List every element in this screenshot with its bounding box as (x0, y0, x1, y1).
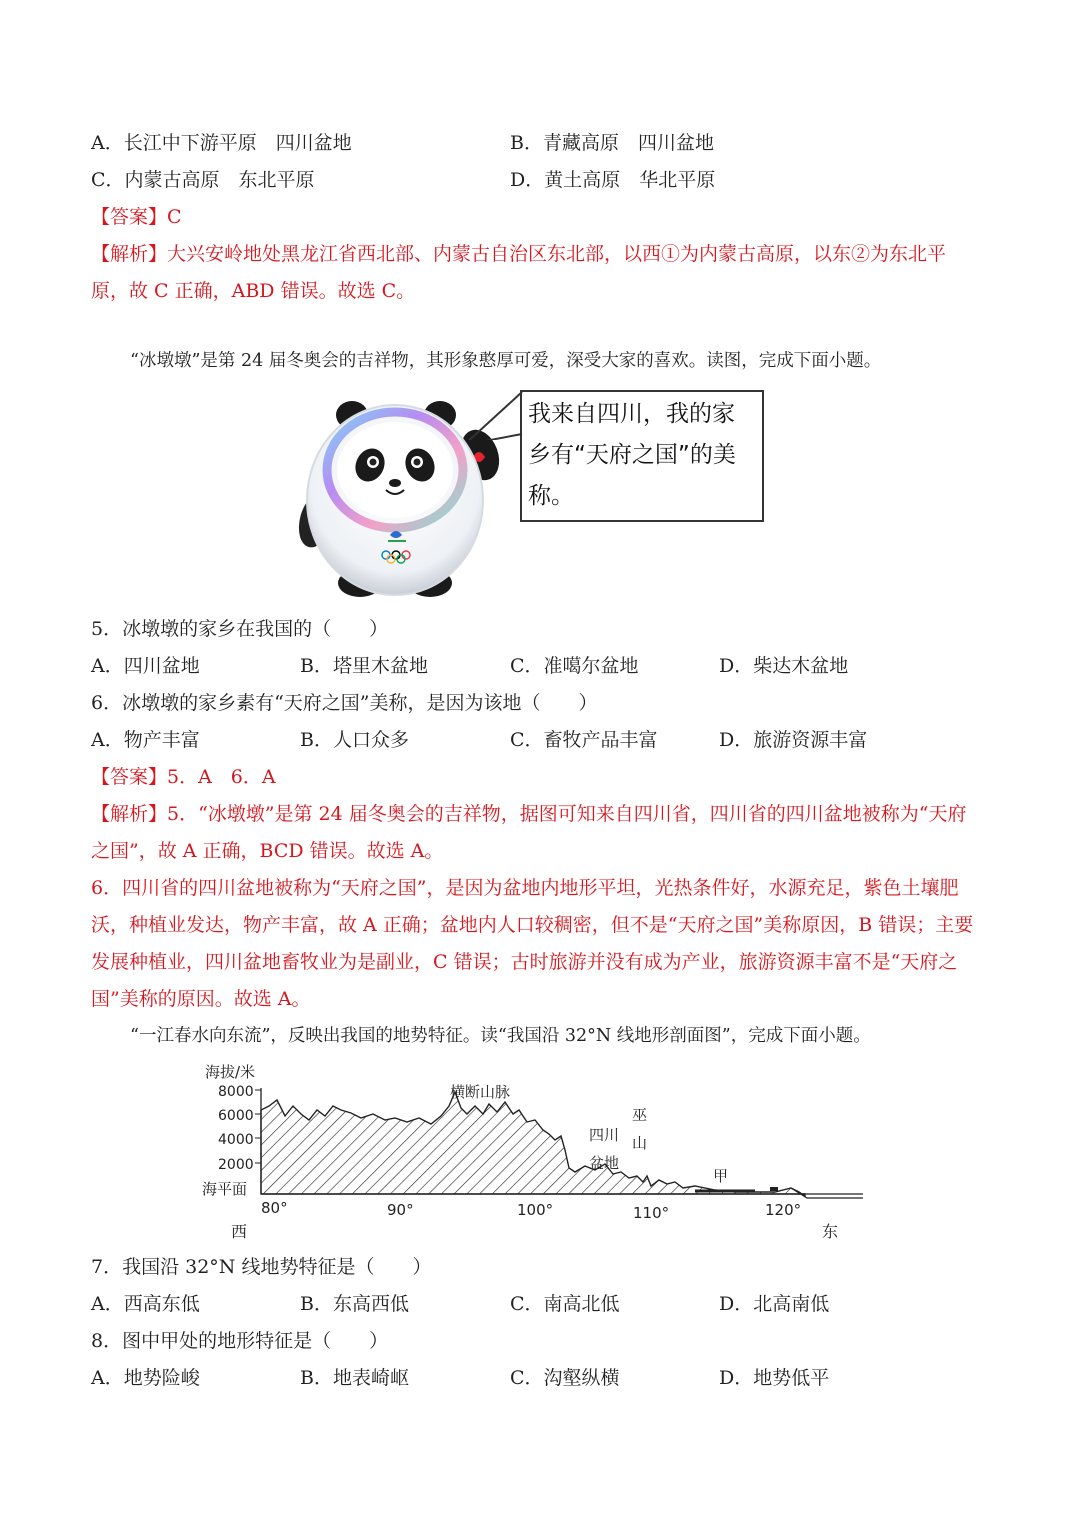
x-tick-100: 100° (517, 1201, 554, 1219)
label-wushan-line1: 巫 (632, 1106, 648, 1124)
q5-option-d: D．柴达木盆地 (719, 655, 849, 677)
q7-option-b: B．东高西低 (300, 1293, 409, 1315)
q8-stem: 8．图中甲处的地形特征是（ ） (91, 1330, 389, 1352)
label-west: 西 (231, 1222, 248, 1241)
q56-answer: 【答案】5．A 6．A (91, 766, 276, 788)
label-sichuan-basin-line1: 四川 (589, 1126, 620, 1144)
q8-option-a: A．地势险峻 (91, 1367, 200, 1389)
q5-option-b: B．塔里木盆地 (300, 655, 428, 677)
q4-answer: 【答案】C (91, 206, 182, 228)
q6-stem: 6．冰墩墩的家乡素有“天府之国”美称，是因为该地（ ） (91, 692, 598, 714)
q6-option-b: B．人口众多 (300, 729, 409, 751)
q4-option-d: D．黄土高原 华北平原 (510, 169, 716, 191)
y-tick-8000: 8000 (218, 1084, 254, 1100)
q7-option-d: D．北高南低 (719, 1293, 830, 1315)
q4-option-a: A．长江中下游平原 四川盆地 (91, 132, 352, 154)
q5-stem: 5．冰墩墩的家乡在我国的（ ） (91, 618, 389, 640)
q7-option-c: C．南高北低 (510, 1293, 620, 1315)
q7-stem: 7．我国沿 32°N 线地势特征是（ ） (91, 1256, 432, 1278)
q6-option-c: C．畜牧产品丰富 (510, 729, 658, 751)
terrain-profile-chart (195, 1058, 870, 1243)
q4-analysis: 【解析】大兴安岭地处黑龙江省西北部、内蒙古自治区东北部，以西①为内蒙古高原，以东②为东北平原，故 C 正确，ABD 错误。故选 C。 (91, 243, 947, 302)
y-tick-2000: 2000 (218, 1157, 254, 1173)
label-jia: 甲 (713, 1167, 729, 1185)
q5-option-a: A．四川盆地 (91, 655, 200, 677)
y-tick-6000: 6000 (218, 1108, 254, 1124)
label-wushan-line2: 山 (632, 1134, 648, 1152)
q5-analysis: 【解析】5．“冰墩墩”是第 24 届冬奥会的吉祥物，据图可知来自四川省，四川省的四川盆地被称为“天府之国”，故 A 正确，BCD 错误。故选 A。 (91, 803, 967, 862)
label-east: 东 (822, 1222, 839, 1241)
q8-option-c: C．沟壑纵横 (510, 1367, 620, 1389)
q6-option-a: A．物产丰富 (91, 729, 200, 751)
q6-analysis: 6．四川省的四川盆地被称为“天府之国”，是因为盆地内地形平坦，光热条件好，水源充足，紫色土壤肥沃，种植业发达，物产丰富，故 A 正确；盆地内人口较稠密，但不是“天府之国”美称原因，B 错误；主要发展种植业，四川盆地畜牧业为是副业，C 错误；古时旅游并没有成为产业，旅游资源丰富不是“天府之国”美称的原因。故选 A。 (91, 877, 974, 1010)
q7-option-a: A．西高东低 (91, 1293, 200, 1315)
y-tick-4000: 4000 (218, 1132, 254, 1148)
x-tick-80: 80° (261, 1199, 288, 1217)
intro-bing-dwen-dwen: “冰墩墩”是第 24 届冬奥会的吉祥物，其形象憨厚可爱，深受大家的喜欢。读图，完成下面小题。 (130, 351, 882, 371)
x-tick-90: 90° (387, 1201, 414, 1219)
q5-option-c: C．准噶尔盆地 (510, 655, 639, 677)
label-hengduan-mountains: 横断山脉 (450, 1083, 511, 1101)
q4-option-b: B．青藏高原 四川盆地 (510, 132, 714, 154)
q6-option-d: D．旅游资源丰富 (719, 729, 868, 751)
speech-bubble-pointer (462, 390, 524, 440)
speech-bubble: 我来自四川，我的家乡有“天府之国”的美称。 (520, 390, 764, 522)
y-axis-title: 海拔/米 (205, 1063, 256, 1081)
y-tick-sea-level: 海平面 (202, 1180, 248, 1198)
x-tick-120: 120° (765, 1201, 802, 1219)
q8-option-b: B．地表崎岖 (300, 1367, 409, 1389)
intro-terrain-profile: “一江春水向东流”，反映出我国的地势特征。读“我国沿 32°N 线地形剖面图”，完成下面小题。 (130, 1026, 871, 1046)
x-tick-110: 110° (633, 1204, 670, 1222)
q8-option-d: D．地势低平 (719, 1367, 830, 1389)
label-sichuan-basin-line2: 盆地 (589, 1154, 620, 1172)
q4-option-c: C．内蒙古高原 东北平原 (91, 169, 315, 191)
